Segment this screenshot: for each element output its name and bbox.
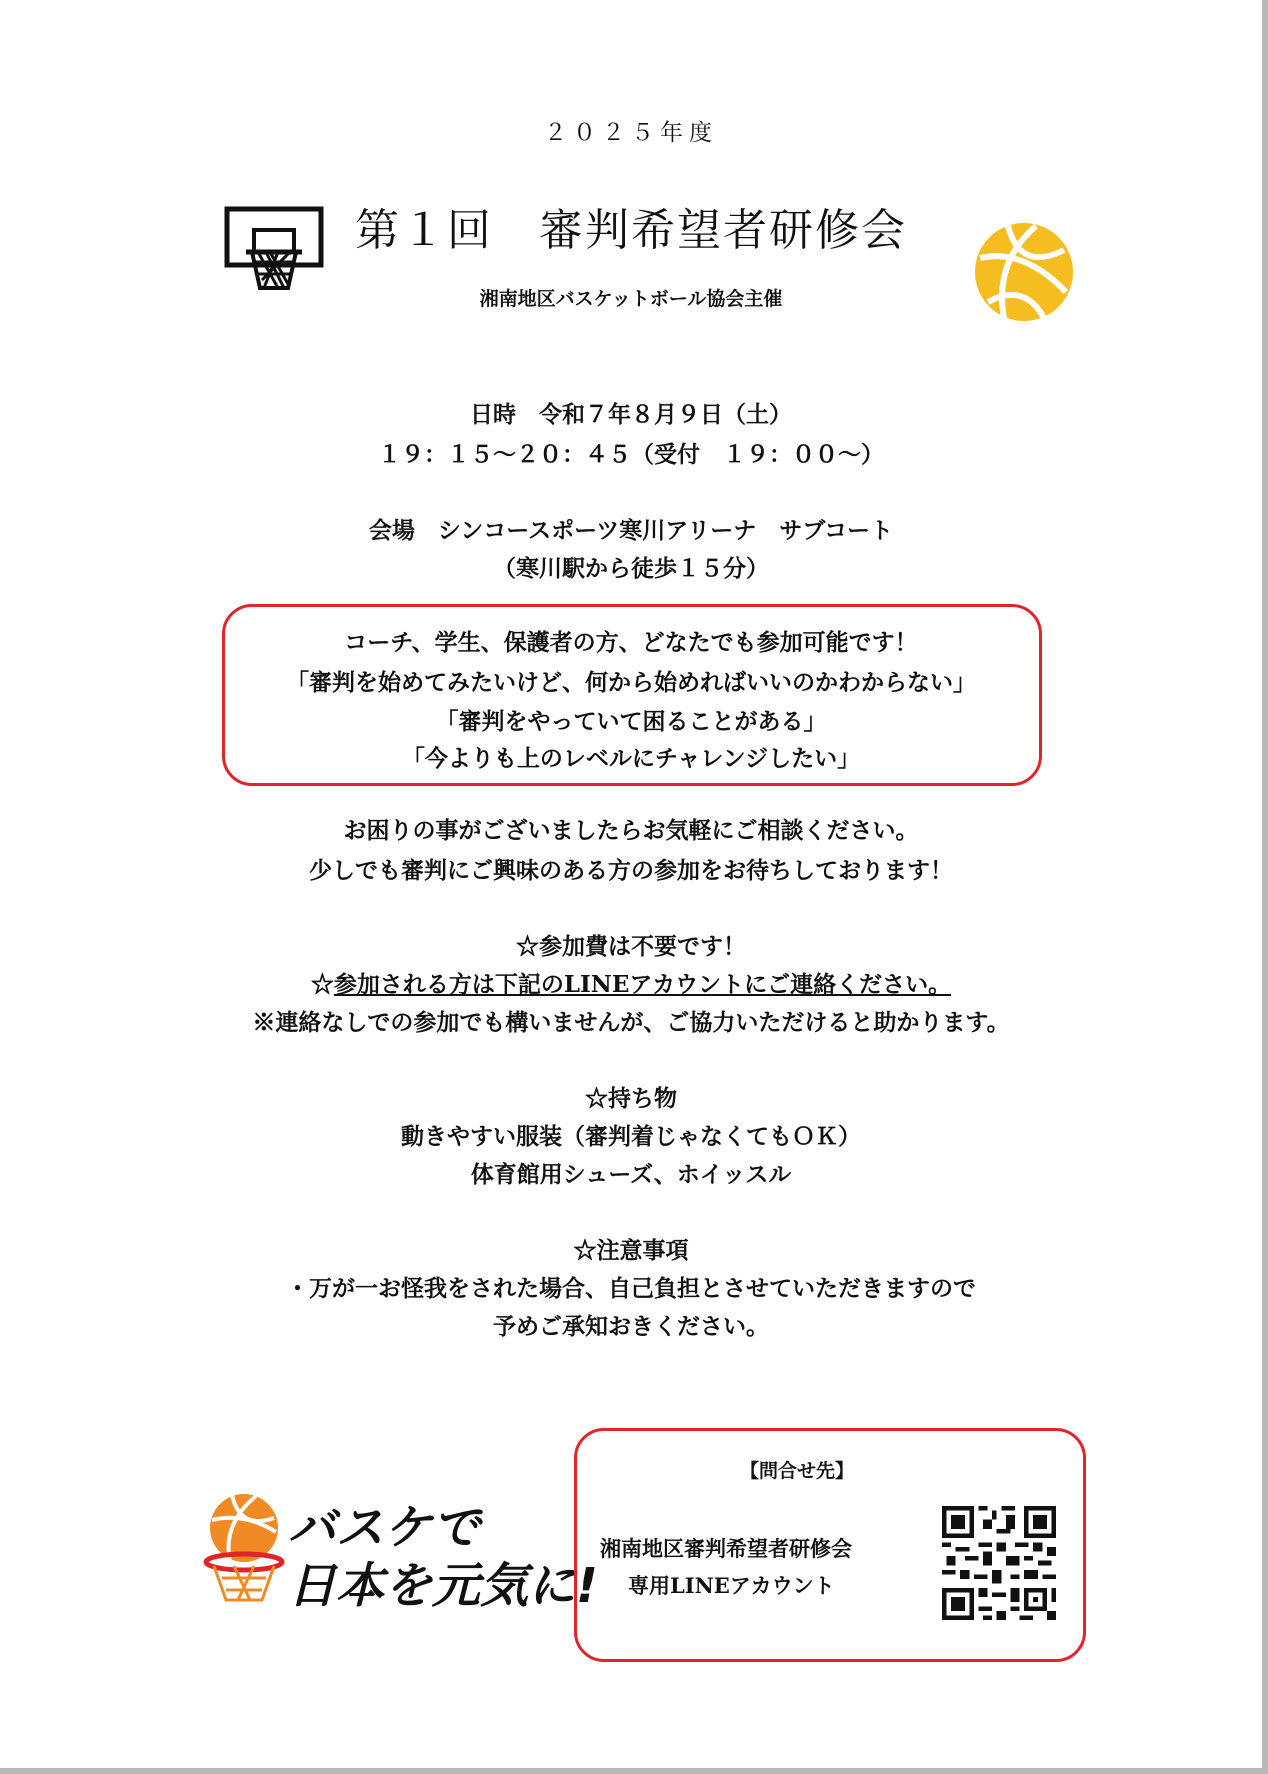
event-date: 日時 令和７年８月９日（土） bbox=[470, 401, 792, 428]
star-mark: ☆ bbox=[310, 971, 334, 998]
belongings-item: 体育館用シューズ、ホイッスル bbox=[470, 1161, 792, 1188]
page-title: 第１回 審判希望者研修会 bbox=[355, 205, 907, 256]
contact-optional-note: ※連絡なしでの参加でも構いませんが、ご協力いただけると助かります。 bbox=[252, 1009, 1010, 1036]
highlight-line: 「審判をやっていて困ることがある」 bbox=[435, 708, 827, 735]
event-time: １９：１５～２０：４５（受付 １９：００～） bbox=[378, 441, 884, 468]
logo-text-line2: 日本を元気に! bbox=[288, 1558, 598, 1614]
basuke-de-nihon-logo bbox=[204, 1490, 598, 1616]
highlight-line: 「今よりも上のレベルにチャレンジしたい」 bbox=[401, 745, 861, 772]
venue-access: （寒川駅から徒歩１５分） bbox=[493, 555, 769, 582]
fee-note: ☆参加費は不要です！ bbox=[516, 933, 746, 960]
logo-text-line1: バスケで bbox=[288, 1500, 481, 1556]
invitation-line: 少しでも審判にご興味のある方の参加をお待ちしております！ bbox=[309, 857, 953, 884]
highlight-line: コーチ、学生、保護者の方、どなたでも参加可能です！ bbox=[344, 629, 918, 656]
line-account-request: 参加される方は下記のLINEアカウントにご連絡ください。 bbox=[333, 971, 952, 998]
notes-line: 予めご承知おきください。 bbox=[493, 1313, 769, 1340]
contact-name: 湘南地区審判希望者研修会 bbox=[600, 1536, 852, 1561]
event-venue: 会場 シンコースポーツ寒川アリーナ サブコート bbox=[368, 517, 894, 544]
contact-heading: 【問合せ先】 bbox=[740, 1460, 855, 1482]
contact-line-account: 専用LINEアカウント bbox=[628, 1573, 835, 1598]
contact-request bbox=[0, 966, 1262, 999]
invitation-line: お困りの事がございましたらお気軽にご相談ください。 bbox=[343, 817, 919, 844]
fiscal-year: ２０２５年度 bbox=[544, 120, 718, 146]
belongings-heading: ☆持ち物 bbox=[585, 1085, 677, 1112]
belongings-item: 動きやすい服装（審判着じゃなくてもＯＫ） bbox=[401, 1123, 861, 1150]
line-qr-code[interactable] bbox=[942, 1506, 1056, 1620]
organizer: 湘南地区バスケットボール協会主催 bbox=[479, 288, 783, 310]
notes-heading: ☆注意事項 bbox=[573, 1237, 689, 1264]
notes-line: ・万が一お怪我をされた場合、自己負担とさせていただきますので bbox=[286, 1275, 976, 1302]
highlight-line: 「審判を始めてみたいけど、何から始めればいいのかわからない」 bbox=[286, 669, 976, 696]
